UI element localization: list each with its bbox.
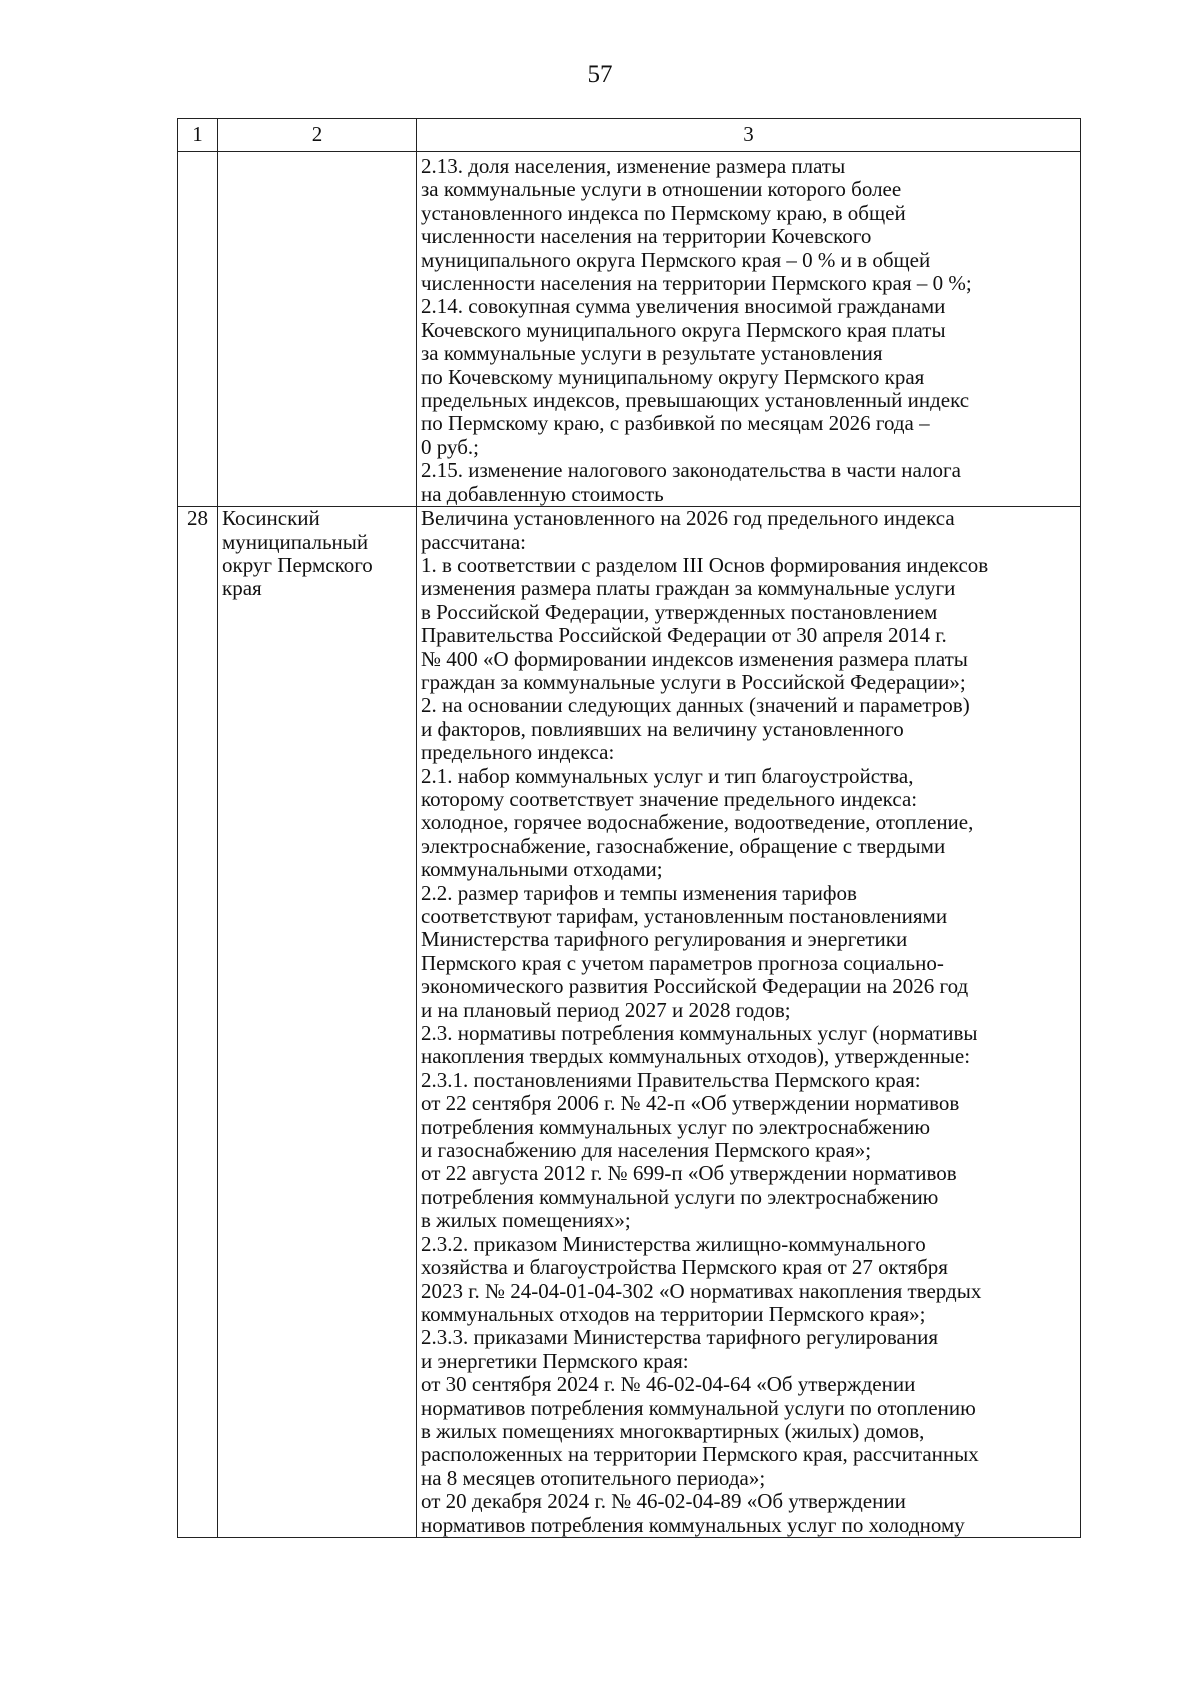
text-line: потребления коммунальной услуги по электроснабжению [421,1184,939,1209]
table-header-row [178,119,1081,152]
text-line: Пермского края с учетом параметров прогноза социально- [421,950,944,975]
text-line: коммунальными отходами; [421,857,663,882]
text-line: 2.2. размер тарифов и темпы изменения тарифов [421,880,857,905]
text-line: хозяйства и благоустройства Пермского края от 27 октября [421,1255,948,1280]
text-line: нормативов потребления коммунальных услуг по холодному [421,1512,965,1537]
text-line: за коммунальные услуги в отношении которого более [421,177,902,202]
header-col-3: 3 [417,119,1081,152]
text-line: численности населения на территории Пермского края – 0 %; [421,271,972,296]
text-line: 2.1. набор коммунальных услуг и тип благоустройства, [421,763,914,788]
text-line: 2.3.3. приказами Министерства тарифного регулирования [421,1325,938,1350]
text-line: Величина установленного на 2026 год предельного индекса [421,506,955,531]
text-line: в Российской Федерации, утвержденных постановлением [421,599,938,624]
text-line: 0 руб.; [421,434,479,459]
text-line: муниципальный [222,529,369,554]
text-line: края [222,576,262,601]
text-line: от 22 августа 2012 г. № 699-п «Об утверждении нормативов [421,1161,957,1186]
text-line: потребления коммунальных услуг по электроснабжению [421,1114,931,1139]
text-line: и на плановый период 2027 и 2028 годов; [421,997,791,1022]
text-line: предельного индекса: [421,740,615,765]
text-line: холодное, горячее водоснабжение, водоотведение, отопление, [421,810,974,835]
text-line: нормативов потребления коммунальной услуги по отоплению [421,1395,976,1420]
text-line: по Кочевскому муниципальному округу Пермского края [421,364,925,389]
text-line: 2.3. нормативы потребления коммунальных услуг (нормативы [421,1021,978,1046]
text-line: в жилых помещениях многоквартирных (жилых) домов, [421,1418,925,1443]
text-line: накопления твердых коммунальных отходов), утвержденные: [421,1044,971,1069]
text-line: соответствуют тарифам, установленным постановлениями [421,904,948,928]
row-description [417,507,1081,1538]
text-line: расположенных на территории Пермского края, рассчитанных [421,1442,979,1467]
row-municipality [218,152,417,507]
text-line: рассчитана: [421,529,526,554]
row-municipality [218,507,417,1538]
text-line: Министерства тарифного регулирования и энергетики [421,927,908,952]
text-line: которому соответствует значение предельного индекса: [421,786,918,811]
text-line: муниципального округа Пермского края – 0 % и в общей [421,247,931,272]
text-line: и газоснабжению для населения Пермского края»; [421,1138,872,1163]
text-line: № 400 «О формировании индексов изменения размера платы [421,646,968,671]
text-line: и энергетики Пермского края: [421,1348,689,1373]
text-line: в жилых помещениях»; [421,1208,631,1233]
text-line: от 30 сентября 2024 г. № 46-02-04-64 «Об утверждении [421,1372,916,1397]
row-number: 28 [178,507,218,1538]
text-line: изменения размера платы граждан за коммунальные услуги [421,576,956,601]
text-line: 2.3.2. приказом Министерства жилищно-коммунального [421,1231,926,1256]
text-line: на добавленную стоимость [421,481,664,506]
text-line: 2023 г. № 24-04-01-04-302 «О нормативах накопления твердых [421,1278,982,1303]
text-line: по Пермскому краю, с разбивкой по месяцам 2026 года – [421,411,930,436]
text-line: 2.15. изменение налогового законодательства в части налога [421,458,961,483]
text-line: экономического развития Российской Федерации на 2026 год [421,974,969,999]
text-line: численности населения на территории Кочевского [421,224,872,249]
table-row-continued [178,152,1081,507]
text-line: за коммунальные услуги в результате установления [421,341,883,366]
text-line: граждан за коммунальные услуги в Российской Федерации»; [421,669,966,694]
text-line: коммунальных отходов на территории Пермского края»; [421,1301,926,1326]
text-line: от 20 декабря 2024 г. № 46-02-04-89 «Об утверждении [421,1489,906,1514]
text-line: 2.14. совокупная сумма увеличения вносимой гражданами [421,294,946,319]
text-line: 2.3.1. постановлениями Правительства Пермского края: [421,1067,921,1092]
text-line: от 22 сентября 2006 г. № 42-п «Об утверждении нормативов [421,1091,960,1116]
text-line: на 8 месяцев отопительного периода»; [421,1465,766,1490]
text-line: 1. в соответствии с разделом III Основ формирования индексов [421,552,989,577]
text-line: предельных индексов, превышающих установленный индекс [421,388,970,413]
text-line: Кочевского муниципального округа Пермского края платы [421,317,946,342]
table-row-28 [178,507,1081,1538]
row-description [417,152,1081,507]
text-line: 2.13. доля населения, изменение размера платы [421,154,846,178]
header-col-2: 2 [218,119,417,152]
text-line: и факторов, повлиявших на величину установленного [421,716,904,741]
header-col-1: 1 [178,119,218,152]
text-line: Правительства Российской Федерации от 30 апреля 2014 г. [421,623,947,648]
text-line: 2. на основании следующих данных (значений и параметров) [421,693,970,718]
text-line: установленного индекса по Пермскому краю, в общей [421,200,906,225]
text-line: Косинский [222,506,320,531]
text-line: округ Пермского [222,552,373,577]
page-number: 57 [587,61,613,88]
row-number [178,152,218,507]
index-table [177,118,1081,1538]
text-line: электроснабжение, газоснабжение, обращение с твердыми [421,833,946,858]
